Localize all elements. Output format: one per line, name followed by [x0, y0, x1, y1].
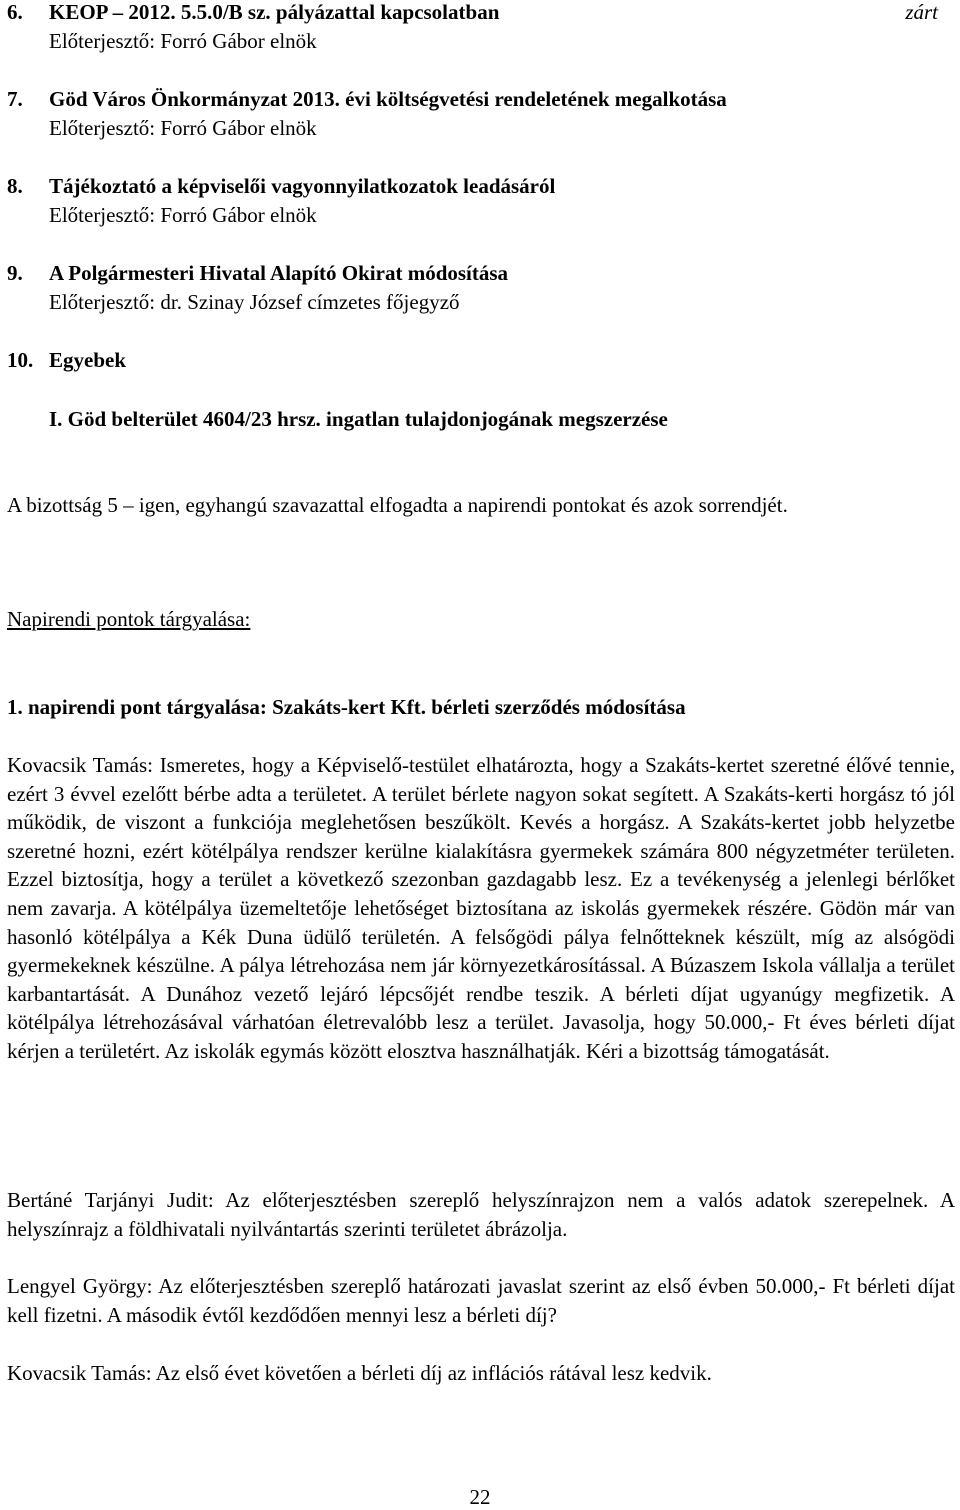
agenda-item-9-presenter: Előterjesztő: dr. Szinay József címzetes főjegyző — [49, 290, 460, 314]
agenda-item-number: 7. — [7, 87, 23, 111]
agenda-item-text: KEOP – 2012. 5.5.0/B sz. pályázattal kapcsolatban — [49, 0, 500, 24]
agenda-item-6-title — [7, 0, 499, 25]
agenda-item-text: Tájékoztató a képviselői vagyonnyilatkozatok leadásáról — [49, 174, 556, 198]
agenda-item-number: 6. — [7, 0, 23, 24]
speaker-paragraph-bertane: Bertáné Tarjányi Judit: Az előterjesztésben szereplő helyszínrajzon nem a valós adatok szerepelnek. A helyszínrajz a földhivatali nyilvántartás szerinti területet ábrázolja. — [7, 1188, 955, 1241]
closed-session-note: zárt — [905, 0, 938, 24]
agenda-item-text: A Polgármesteri Hivatal Alapító Okirat módosítása — [49, 261, 509, 285]
agenda-item-number: 10. — [7, 348, 34, 372]
speaker-paragraph-kovacsik: Kovacsik Tamás: Ismeretes, hogy a Képviselő-testület elhatározta, hogy a Szakáts-kertet szeretné élővé tennie, ezért 3 évvel ezelőtt bérbe adta a területet. A terület bérlete nagyon sokat segített. A Szakáts-kerti horgász tó jól működik, de viszont a funkciója meglehetősen beszűkölt. Kevés a horgász. A Szakáts-kertet jobb helyzetbe szeretné hozni, ezért kötélpálya rendszer kerülne kialakításra gyermekek számára 800 négyzetméter területen. Ezzel biztosítja, hogy a terület a következő szezonban gazdagabb lesz. Ez a tevékenység a jelenlegi bérlőket nem zavarja. A kötélpálya üzemeltetője lehetőséget biztosítana az iskolás gyermekek részére. Gödön már van hasonló kötélpálya a Kék Duna üdülő területén. A felsőgödi pálya felnőtteknek készült, míg az alsógödi gyermekeknek készülne. A pálya létrehozása nem jár környezetkárosítással. A Búzaszem Iskola vállalja a terület karbantartását. A Dunához vezető lejáró lépcsőjét rendbe teszik. A bérleti díjat ugyanúgy megfizetik. A kötélpálya létrehozásával várhatóan életrevalóbb lesz a terület. Javasolja, hogy 50.000,- Ft éves bérleti díjat kérjen a területért. Az iskolák egymás között elosztva használhatják. Kéri a bizottság támogatását. — [7, 753, 955, 1063]
agenda-item-text: Göd Város Önkormányzat 2013. évi költségvetési rendeletének megalkotása — [49, 87, 727, 111]
agenda-point-heading: 1. napirendi pont tárgyalása: Szakáts-kert Kft. bérleti szerződés módosítása — [7, 695, 686, 719]
agenda-item-number: 9. — [7, 261, 23, 285]
page-number: 22 — [469, 1485, 491, 1509]
agenda-item-10-title — [7, 347, 126, 373]
section-heading: Napirendi pontok tárgyalása: — [7, 607, 251, 631]
agenda-sub-item: I. Göd belterület 4604/23 hrsz. ingatlan tulajdonjogának megszerzése — [49, 407, 668, 431]
agenda-item-7-title — [7, 86, 727, 112]
agenda-item-text: Egyebek — [49, 348, 127, 372]
agenda-item-number: 8. — [7, 174, 23, 198]
agenda-item-7-presenter: Előterjesztő: Forró Gábor elnök — [49, 116, 317, 140]
speaker-paragraph-kovacsik-2: Kovacsik Tamás: Az első évet követően a bérleti díj az inflációs rátával lesz kedvik. — [7, 1361, 712, 1385]
agenda-item-9-title — [7, 260, 508, 286]
agenda-item-8-presenter: Előterjesztő: Forró Gábor elnök — [49, 203, 317, 227]
agenda-item-6-presenter: Előterjesztő: Forró Gábor elnök — [49, 29, 317, 53]
vote-paragraph: A bizottság 5 – igen, egyhangú szavazattal elfogadta a napirendi pontokat és azok sorrendjét. — [7, 493, 788, 517]
speaker-paragraph-lengyel: Lengyel György: Az előterjesztésben szereplő határozati javaslat szerint az első évben 50.000,- Ft bérleti díjat kell fizetni. A második évtől kezdődően mennyi lesz a bérleti díj? — [7, 1274, 955, 1327]
agenda-item-8-title — [7, 173, 555, 199]
